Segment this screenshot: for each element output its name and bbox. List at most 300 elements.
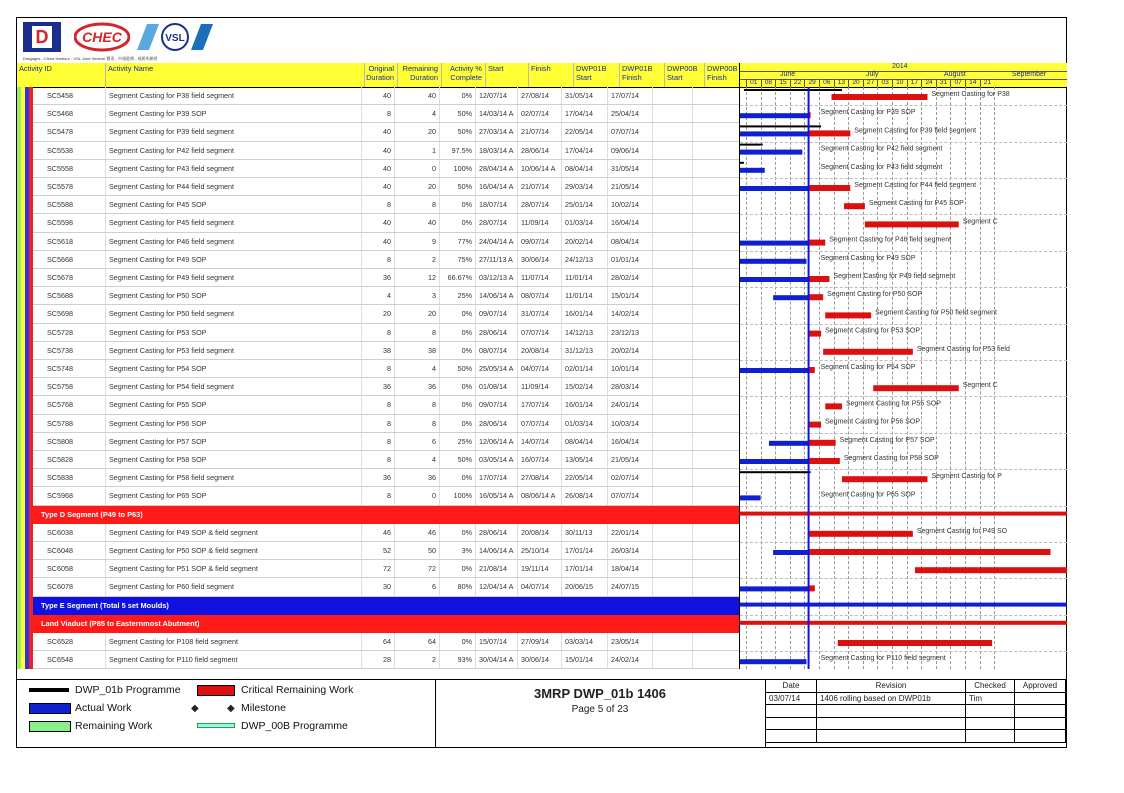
col-remaining-duration[interactable]: Remaining Duration bbox=[397, 63, 441, 87]
table-row[interactable] bbox=[33, 233, 739, 251]
activity-name: Segment Casting for P50 SOP & field segment bbox=[105, 542, 361, 559]
week-label: 03 bbox=[877, 79, 892, 87]
remaining-duration: 0 bbox=[394, 487, 439, 504]
activity-percent: 0% bbox=[439, 378, 475, 395]
activity-name: Segment Casting for P60 field segment bbox=[105, 578, 361, 595]
original-duration: 30 bbox=[361, 578, 394, 595]
dwp00b-finish bbox=[692, 342, 739, 359]
actual-bar[interactable] bbox=[740, 459, 809, 464]
remaining-duration: 8 bbox=[394, 196, 439, 213]
finish-date: 11/09/14 bbox=[517, 214, 561, 231]
table-row[interactable] bbox=[33, 142, 739, 160]
activity-percent: 25% bbox=[439, 287, 475, 304]
month-september: September bbox=[1012, 71, 1047, 78]
dwp00b-finish bbox=[692, 196, 739, 213]
dwp01b-start: 31/12/13 bbox=[561, 342, 607, 359]
remaining-bar[interactable] bbox=[825, 312, 871, 318]
remaining-duration: 4 bbox=[394, 451, 439, 468]
group-band[interactable]: Land Viaduct (P85 to Easternmost Abutment) bbox=[33, 615, 739, 633]
activity-name: Segment Casting for P110 field segment bbox=[105, 651, 361, 668]
remaining-duration: 46 bbox=[394, 524, 439, 541]
start-date: 28/06/14 bbox=[475, 524, 517, 541]
dwp00b-start bbox=[652, 196, 692, 213]
table-row[interactable] bbox=[33, 451, 739, 469]
activity-percent: 0% bbox=[439, 560, 475, 577]
dwp00b-finish bbox=[692, 524, 739, 541]
activity-percent: 80% bbox=[439, 578, 475, 595]
baseline-bar[interactable] bbox=[740, 144, 763, 146]
remaining-bar[interactable] bbox=[809, 276, 830, 282]
table-row[interactable] bbox=[33, 633, 739, 651]
dwp00b-swatch bbox=[197, 723, 235, 728]
dwp01b-finish: 28/03/14 bbox=[607, 378, 652, 395]
bar-label: Segment Casting for P42 field segment bbox=[820, 145, 943, 153]
dwp01b-start: 25/01/14 bbox=[561, 196, 607, 213]
revision-cell bbox=[1015, 705, 1066, 718]
month-august: August bbox=[944, 71, 966, 78]
dwp00b-start bbox=[652, 578, 692, 595]
dwp00b-finish bbox=[692, 123, 739, 140]
original-duration: 8 bbox=[361, 105, 394, 122]
col-finish[interactable]: Finish bbox=[528, 63, 573, 87]
actual-bar[interactable] bbox=[740, 586, 809, 591]
activity-percent: 100% bbox=[439, 160, 475, 177]
bar-label: Segment Casting for P55 SOP bbox=[845, 400, 941, 408]
original-duration: 40 bbox=[361, 87, 394, 104]
table-row[interactable] bbox=[33, 651, 739, 669]
legend-actual: Actual Work bbox=[75, 702, 132, 714]
milestone-icon: ◆ bbox=[191, 703, 199, 714]
dwp00b-start bbox=[652, 415, 692, 432]
start-date: 30/04/14 A bbox=[475, 651, 517, 668]
original-duration: 8 bbox=[361, 396, 394, 413]
original-duration: 28 bbox=[361, 651, 394, 668]
start-date: 28/06/14 bbox=[475, 415, 517, 432]
activity-name: Segment Casting for P49 SOP & field segment bbox=[105, 524, 361, 541]
table-row[interactable] bbox=[33, 251, 739, 269]
bar-label: Segment Casting for P39 SOP bbox=[820, 109, 916, 117]
table-row[interactable] bbox=[33, 578, 739, 596]
col-dwp00b-finish[interactable]: DWP00B Finish bbox=[704, 63, 739, 87]
month-july: July bbox=[866, 71, 879, 78]
dwp00b-finish bbox=[692, 142, 739, 159]
activity-percent: 0% bbox=[439, 469, 475, 486]
col-activity-pct[interactable]: Activity % Complete bbox=[441, 63, 485, 87]
table-row[interactable] bbox=[33, 342, 739, 360]
col-original-duration[interactable]: Original Duration bbox=[364, 63, 397, 87]
dwp01b-start: 03/03/14 bbox=[561, 633, 607, 650]
dwp01b-start: 20/06/15 bbox=[561, 578, 607, 595]
activity-percent: 66.67% bbox=[439, 269, 475, 286]
actual-bar[interactable] bbox=[773, 550, 808, 555]
month-june: June bbox=[780, 71, 796, 78]
dwp00b-finish bbox=[692, 396, 739, 413]
remaining-duration: 72 bbox=[394, 560, 439, 577]
dwp01b-finish: 16/04/14 bbox=[607, 433, 652, 450]
baseline-bar[interactable] bbox=[740, 471, 811, 473]
gantt-bars bbox=[740, 87, 1067, 669]
jv-caption: Dragages - China Harbour - VSL Joint Venture 寶嘉 - 中國港灣 - 威勝所聯營 bbox=[23, 56, 158, 61]
remaining-duration: 8 bbox=[394, 324, 439, 341]
activity-name: Segment Casting for P56 SOP bbox=[105, 415, 361, 432]
week-label: 06 bbox=[819, 79, 834, 87]
col-dwp00b-start[interactable]: DWP00B Start bbox=[664, 63, 704, 87]
dwp00b-start bbox=[652, 560, 692, 577]
dwp01b-start: 26/08/14 bbox=[561, 487, 607, 504]
week-label: 29 bbox=[804, 79, 819, 87]
bar-label: Segment Casting for P38 bbox=[931, 91, 1010, 98]
actual-bar[interactable] bbox=[740, 186, 809, 191]
dwp00b-start bbox=[652, 87, 692, 104]
finish-date: 25/10/14 bbox=[517, 542, 561, 559]
activity-name: Segment Casting for P54 field segment bbox=[105, 378, 361, 395]
revision-cell: 03/07/14 bbox=[766, 692, 817, 705]
start-date: 14/03/14 A bbox=[475, 105, 517, 122]
table-row[interactable] bbox=[33, 324, 739, 342]
revision-cell bbox=[766, 705, 817, 718]
activity-id: SC5668 bbox=[47, 254, 73, 264]
actual-bar[interactable] bbox=[740, 113, 809, 118]
start-date: 16/04/14 A bbox=[475, 178, 517, 195]
actual-bar[interactable] bbox=[740, 131, 809, 136]
bar-label: Segment Casting for P110 field segment bbox=[820, 655, 946, 663]
remaining-bar[interactable] bbox=[844, 203, 865, 209]
start-date: 16/05/14 A bbox=[475, 487, 517, 504]
summary-bar[interactable] bbox=[740, 603, 1067, 607]
activity-name: Segment Casting for P57 SOP bbox=[105, 433, 361, 450]
vsl-logo bbox=[137, 22, 219, 52]
original-duration: 40 bbox=[361, 214, 394, 231]
table-row[interactable] bbox=[33, 415, 739, 433]
activity-id: SC5618 bbox=[47, 236, 73, 246]
dwp00b-start bbox=[652, 160, 692, 177]
dwp01b-finish: 21/05/14 bbox=[607, 451, 652, 468]
bar-label: Segment Casting for P bbox=[931, 473, 1002, 481]
remaining-bar[interactable] bbox=[809, 294, 824, 300]
finish-date: 28/06/14 bbox=[517, 142, 561, 159]
table-row[interactable] bbox=[33, 433, 739, 451]
dwp00b-start bbox=[652, 269, 692, 286]
finish-date: 19/11/14 bbox=[517, 560, 561, 577]
table-row[interactable] bbox=[33, 378, 739, 396]
dwp01b-start: 08/04/14 bbox=[561, 160, 607, 177]
table-row[interactable] bbox=[33, 524, 739, 542]
original-duration: 8 bbox=[361, 487, 394, 504]
remaining-duration: 6 bbox=[394, 433, 439, 450]
dwp00b-finish bbox=[692, 487, 739, 504]
activity-name: Segment Casting for P44 field segment bbox=[105, 178, 361, 195]
original-duration: 36 bbox=[361, 469, 394, 486]
col-dwp01b-start[interactable]: DWP01B Start bbox=[573, 63, 619, 87]
legend-milestone: Milestone bbox=[241, 702, 286, 714]
actual-bar[interactable] bbox=[740, 241, 809, 246]
activity-percent: 0% bbox=[439, 324, 475, 341]
finish-date: 30/06/14 bbox=[517, 651, 561, 668]
remaining-bar[interactable] bbox=[809, 185, 851, 191]
revision-cell bbox=[766, 730, 817, 743]
remaining-bar[interactable] bbox=[838, 640, 992, 646]
activity-id: SC6048 bbox=[47, 546, 73, 555]
activity-id: SC6038 bbox=[47, 527, 73, 537]
finish-date: 08/07/14 bbox=[517, 287, 561, 304]
baseline-bar[interactable] bbox=[740, 162, 744, 164]
dwp01b-start: 31/05/14 bbox=[561, 87, 607, 104]
dwp00b-start bbox=[652, 451, 692, 468]
activity-name: Segment Casting for P54 SOP bbox=[105, 360, 361, 377]
summary-bar[interactable] bbox=[740, 621, 1067, 625]
remaining-duration: 4 bbox=[394, 105, 439, 122]
dwp00b-start bbox=[652, 178, 692, 195]
activity-percent: 0% bbox=[439, 342, 475, 359]
table-row[interactable] bbox=[33, 87, 739, 105]
dwp00b-finish bbox=[692, 451, 739, 468]
activity-id: SC6078 bbox=[47, 582, 73, 592]
col-dwp01b-finish[interactable]: DWP01B Finish bbox=[619, 63, 664, 87]
rev-header-revision: Revision bbox=[817, 680, 966, 693]
dwp01b-start: 01/03/14 bbox=[561, 415, 607, 432]
dwp00b-start bbox=[652, 233, 692, 250]
table-row[interactable] bbox=[33, 269, 739, 287]
revision-cell bbox=[966, 730, 1015, 743]
actual-bar[interactable] bbox=[740, 277, 809, 282]
start-date: 08/07/14 bbox=[475, 342, 517, 359]
dwp01b-finish: 26/03/14 bbox=[607, 542, 652, 559]
week-label: 13 bbox=[834, 79, 849, 87]
activity-id: SC5688 bbox=[47, 291, 73, 301]
remaining-bar[interactable] bbox=[809, 422, 822, 428]
svg-text:VSL: VSL bbox=[165, 33, 185, 44]
remaining-bar[interactable] bbox=[873, 385, 959, 391]
table-row[interactable] bbox=[33, 560, 739, 578]
table-row[interactable] bbox=[33, 160, 739, 178]
group-band[interactable]: Type D Segment (P49 to P63) bbox=[33, 506, 739, 524]
start-date: 28/07/14 bbox=[475, 214, 517, 231]
table-row[interactable] bbox=[33, 487, 739, 505]
remaining-bar[interactable] bbox=[915, 567, 1067, 573]
activity-percent: 50% bbox=[439, 178, 475, 195]
activity-id: SC5748 bbox=[47, 364, 73, 373]
table-row[interactable] bbox=[33, 360, 739, 378]
table-row[interactable] bbox=[33, 305, 739, 323]
dwp01b-start: 30/11/13 bbox=[561, 524, 607, 541]
col-activity-name[interactable]: Activity Name bbox=[105, 63, 383, 87]
remaining-bar[interactable] bbox=[842, 476, 928, 482]
finish-date: 16/07/14 bbox=[517, 451, 561, 468]
actual-bar[interactable] bbox=[740, 368, 809, 373]
table-row[interactable] bbox=[33, 196, 739, 214]
finish-date: 02/07/14 bbox=[517, 105, 561, 122]
bar-label: Segment Casting for P57 SOP bbox=[839, 436, 935, 444]
activity-id: SC5768 bbox=[47, 400, 73, 410]
activity-percent: 75% bbox=[439, 251, 475, 268]
finish-date: 27/08/14 bbox=[517, 87, 561, 104]
col-start[interactable]: Start bbox=[485, 63, 528, 87]
revision-cell bbox=[1015, 692, 1066, 705]
remaining-bar[interactable] bbox=[823, 349, 913, 355]
dwp00b-finish bbox=[692, 415, 739, 432]
activity-name: Segment Casting for P39 field segment bbox=[105, 123, 361, 140]
dwp00b-finish bbox=[692, 287, 739, 304]
remaining-bar[interactable] bbox=[832, 94, 928, 100]
start-date: 09/07/14 bbox=[475, 396, 517, 413]
dwp01b-start: 29/03/14 bbox=[561, 178, 607, 195]
original-duration: 8 bbox=[361, 451, 394, 468]
week-label: 07 bbox=[950, 79, 965, 87]
remaining-bar[interactable] bbox=[809, 549, 1051, 555]
start-date: 03/05/14 A bbox=[475, 451, 517, 468]
dwp00b-finish bbox=[692, 305, 739, 322]
week-label: 10 bbox=[892, 79, 907, 87]
activity-id: SC5468 bbox=[47, 109, 73, 119]
remaining-bar[interactable] bbox=[865, 221, 959, 227]
table-row[interactable] bbox=[33, 542, 739, 560]
remaining-bar[interactable] bbox=[809, 531, 913, 537]
bar-label: Segment Casting for P50 field segment bbox=[875, 309, 997, 317]
actual-bar[interactable] bbox=[740, 659, 806, 664]
actual-bar[interactable] bbox=[740, 495, 761, 500]
start-date: 09/07/14 bbox=[475, 305, 517, 322]
original-duration: 8 bbox=[361, 324, 394, 341]
activity-id: SC5838 bbox=[47, 473, 73, 483]
start-date: 12/06/14 A bbox=[475, 433, 517, 450]
baseline-bar[interactable] bbox=[744, 89, 842, 91]
actual-bar[interactable] bbox=[769, 441, 809, 446]
activity-id: SC5558 bbox=[47, 163, 73, 173]
remaining-duration: 8 bbox=[394, 396, 439, 413]
finish-date: 04/07/14 bbox=[517, 578, 561, 595]
activity-name: Segment Casting for P39 SOP bbox=[105, 105, 361, 122]
dwp00b-finish bbox=[692, 560, 739, 577]
finish-date: 20/08/14 bbox=[517, 342, 561, 359]
table-row[interactable] bbox=[33, 469, 739, 487]
remaining-bar[interactable] bbox=[809, 130, 851, 136]
week-label: 01 bbox=[746, 79, 761, 87]
dwp00b-finish bbox=[692, 269, 739, 286]
dwp00b-start bbox=[652, 360, 692, 377]
summary-bar[interactable] bbox=[740, 512, 1067, 516]
table-row[interactable] bbox=[33, 123, 739, 141]
dwp01b-start: 22/05/14 bbox=[561, 123, 607, 140]
table-row[interactable] bbox=[33, 105, 739, 123]
dwp01b-finish: 28/02/14 bbox=[607, 269, 652, 286]
dwp01b-start: 17/01/14 bbox=[561, 542, 607, 559]
remaining-bar[interactable] bbox=[809, 240, 826, 246]
rev-header-approved: Approved bbox=[1015, 680, 1066, 693]
dwp00b-finish bbox=[692, 578, 739, 595]
dwp01b-finish: 16/04/14 bbox=[607, 214, 652, 231]
table-row[interactable] bbox=[33, 178, 739, 196]
activity-id: SC5968 bbox=[47, 491, 73, 501]
remaining-duration: 38 bbox=[394, 342, 439, 359]
col-activity-id[interactable]: Activity ID bbox=[19, 64, 52, 73]
table-row[interactable] bbox=[33, 396, 739, 414]
activity-id: SC5578 bbox=[47, 182, 73, 191]
table-row[interactable] bbox=[33, 214, 739, 232]
dwp01b-finish: 14/02/14 bbox=[607, 305, 652, 322]
bar-label: Segment Casting for P46 field segment bbox=[829, 236, 952, 244]
remaining-duration: 20 bbox=[394, 178, 439, 195]
dwp00b-start bbox=[652, 633, 692, 650]
remaining-bar[interactable] bbox=[809, 458, 840, 464]
company-logos bbox=[19, 20, 319, 64]
start-date: 21/08/14 bbox=[475, 560, 517, 577]
dwp01b-start: 17/04/14 bbox=[561, 142, 607, 159]
start-date: 27/11/13 A bbox=[475, 251, 517, 268]
dwp01b-start: 15/02/14 bbox=[561, 378, 607, 395]
activity-percent: 3% bbox=[439, 542, 475, 559]
actual-bar[interactable] bbox=[740, 150, 802, 155]
actual-bar[interactable] bbox=[740, 259, 806, 264]
finish-date: 11/07/14 bbox=[517, 269, 561, 286]
week-label: 24 bbox=[921, 79, 936, 87]
dwp01b-finish: 01/01/14 bbox=[607, 251, 652, 268]
finish-date: 28/07/14 bbox=[517, 196, 561, 213]
dwp01b-finish: 31/05/14 bbox=[607, 160, 652, 177]
activity-name: Segment Casting for P55 SOP bbox=[105, 396, 361, 413]
table-row[interactable] bbox=[33, 287, 739, 305]
activity-name: Segment Casting for P50 SOP bbox=[105, 287, 361, 304]
year-label: 2014 bbox=[892, 63, 908, 70]
activity-percent: 25% bbox=[439, 433, 475, 450]
bar-label: Segment Casting for P45 SOP bbox=[868, 200, 964, 208]
remaining-duration: 9 bbox=[394, 233, 439, 250]
start-date: 28/06/14 bbox=[475, 324, 517, 341]
actual-bar[interactable] bbox=[773, 295, 808, 300]
group-band[interactable]: Type E Segment (Total 5 set Moulds) bbox=[33, 597, 739, 615]
gantt-body bbox=[740, 87, 1067, 669]
activity-percent: 0% bbox=[439, 524, 475, 541]
activity-name: Segment Casting for P45 field segment bbox=[105, 214, 361, 231]
original-duration: 64 bbox=[361, 633, 394, 650]
remaining-bar[interactable] bbox=[809, 440, 836, 446]
remaining-bar[interactable] bbox=[809, 331, 822, 337]
remaining-bar[interactable] bbox=[825, 403, 842, 409]
dwp00b-finish bbox=[692, 542, 739, 559]
finish-date: 07/07/14 bbox=[517, 415, 561, 432]
dwp00b-finish bbox=[692, 360, 739, 377]
legend bbox=[17, 679, 436, 747]
finish-date: 27/09/14 bbox=[517, 633, 561, 650]
actual-bar[interactable] bbox=[740, 168, 765, 173]
dwp01b-finish: 08/04/14 bbox=[607, 233, 652, 250]
remaining-duration: 40 bbox=[394, 87, 439, 104]
finish-date: 07/07/14 bbox=[517, 324, 561, 341]
finish-date: 30/06/14 bbox=[517, 251, 561, 268]
remaining-duration: 6 bbox=[394, 578, 439, 595]
dwp00b-start bbox=[652, 214, 692, 231]
bar-label: Segment Casting for P49 SO bbox=[916, 527, 1008, 535]
dwp00b-finish bbox=[692, 433, 739, 450]
remaining-duration: 12 bbox=[394, 269, 439, 286]
dwp01b-finish: 21/05/14 bbox=[607, 178, 652, 195]
dwp00b-start bbox=[652, 378, 692, 395]
finish-date: 21/07/14 bbox=[517, 123, 561, 140]
dwp00b-start bbox=[652, 105, 692, 122]
activity-name: Segment Casting for P108 field segment bbox=[105, 633, 361, 650]
original-duration: 8 bbox=[361, 251, 394, 268]
dwp01b-start: 17/01/14 bbox=[561, 560, 607, 577]
activity-name: Segment Casting for P53 SOP bbox=[105, 324, 361, 341]
activity-name: Segment Casting for P38 field segment bbox=[105, 87, 361, 104]
critical-swatch bbox=[197, 685, 235, 696]
remaining-duration: 1 bbox=[394, 142, 439, 159]
dwp01b-finish: 10/03/14 bbox=[607, 415, 652, 432]
dwp01b-finish: 10/02/14 bbox=[607, 196, 652, 213]
start-date: 24/04/14 A bbox=[475, 233, 517, 250]
bar-label: Segment Casting for P53 SOP bbox=[825, 327, 921, 335]
finish-date: 09/07/14 bbox=[517, 233, 561, 250]
dwp00b-start bbox=[652, 651, 692, 668]
